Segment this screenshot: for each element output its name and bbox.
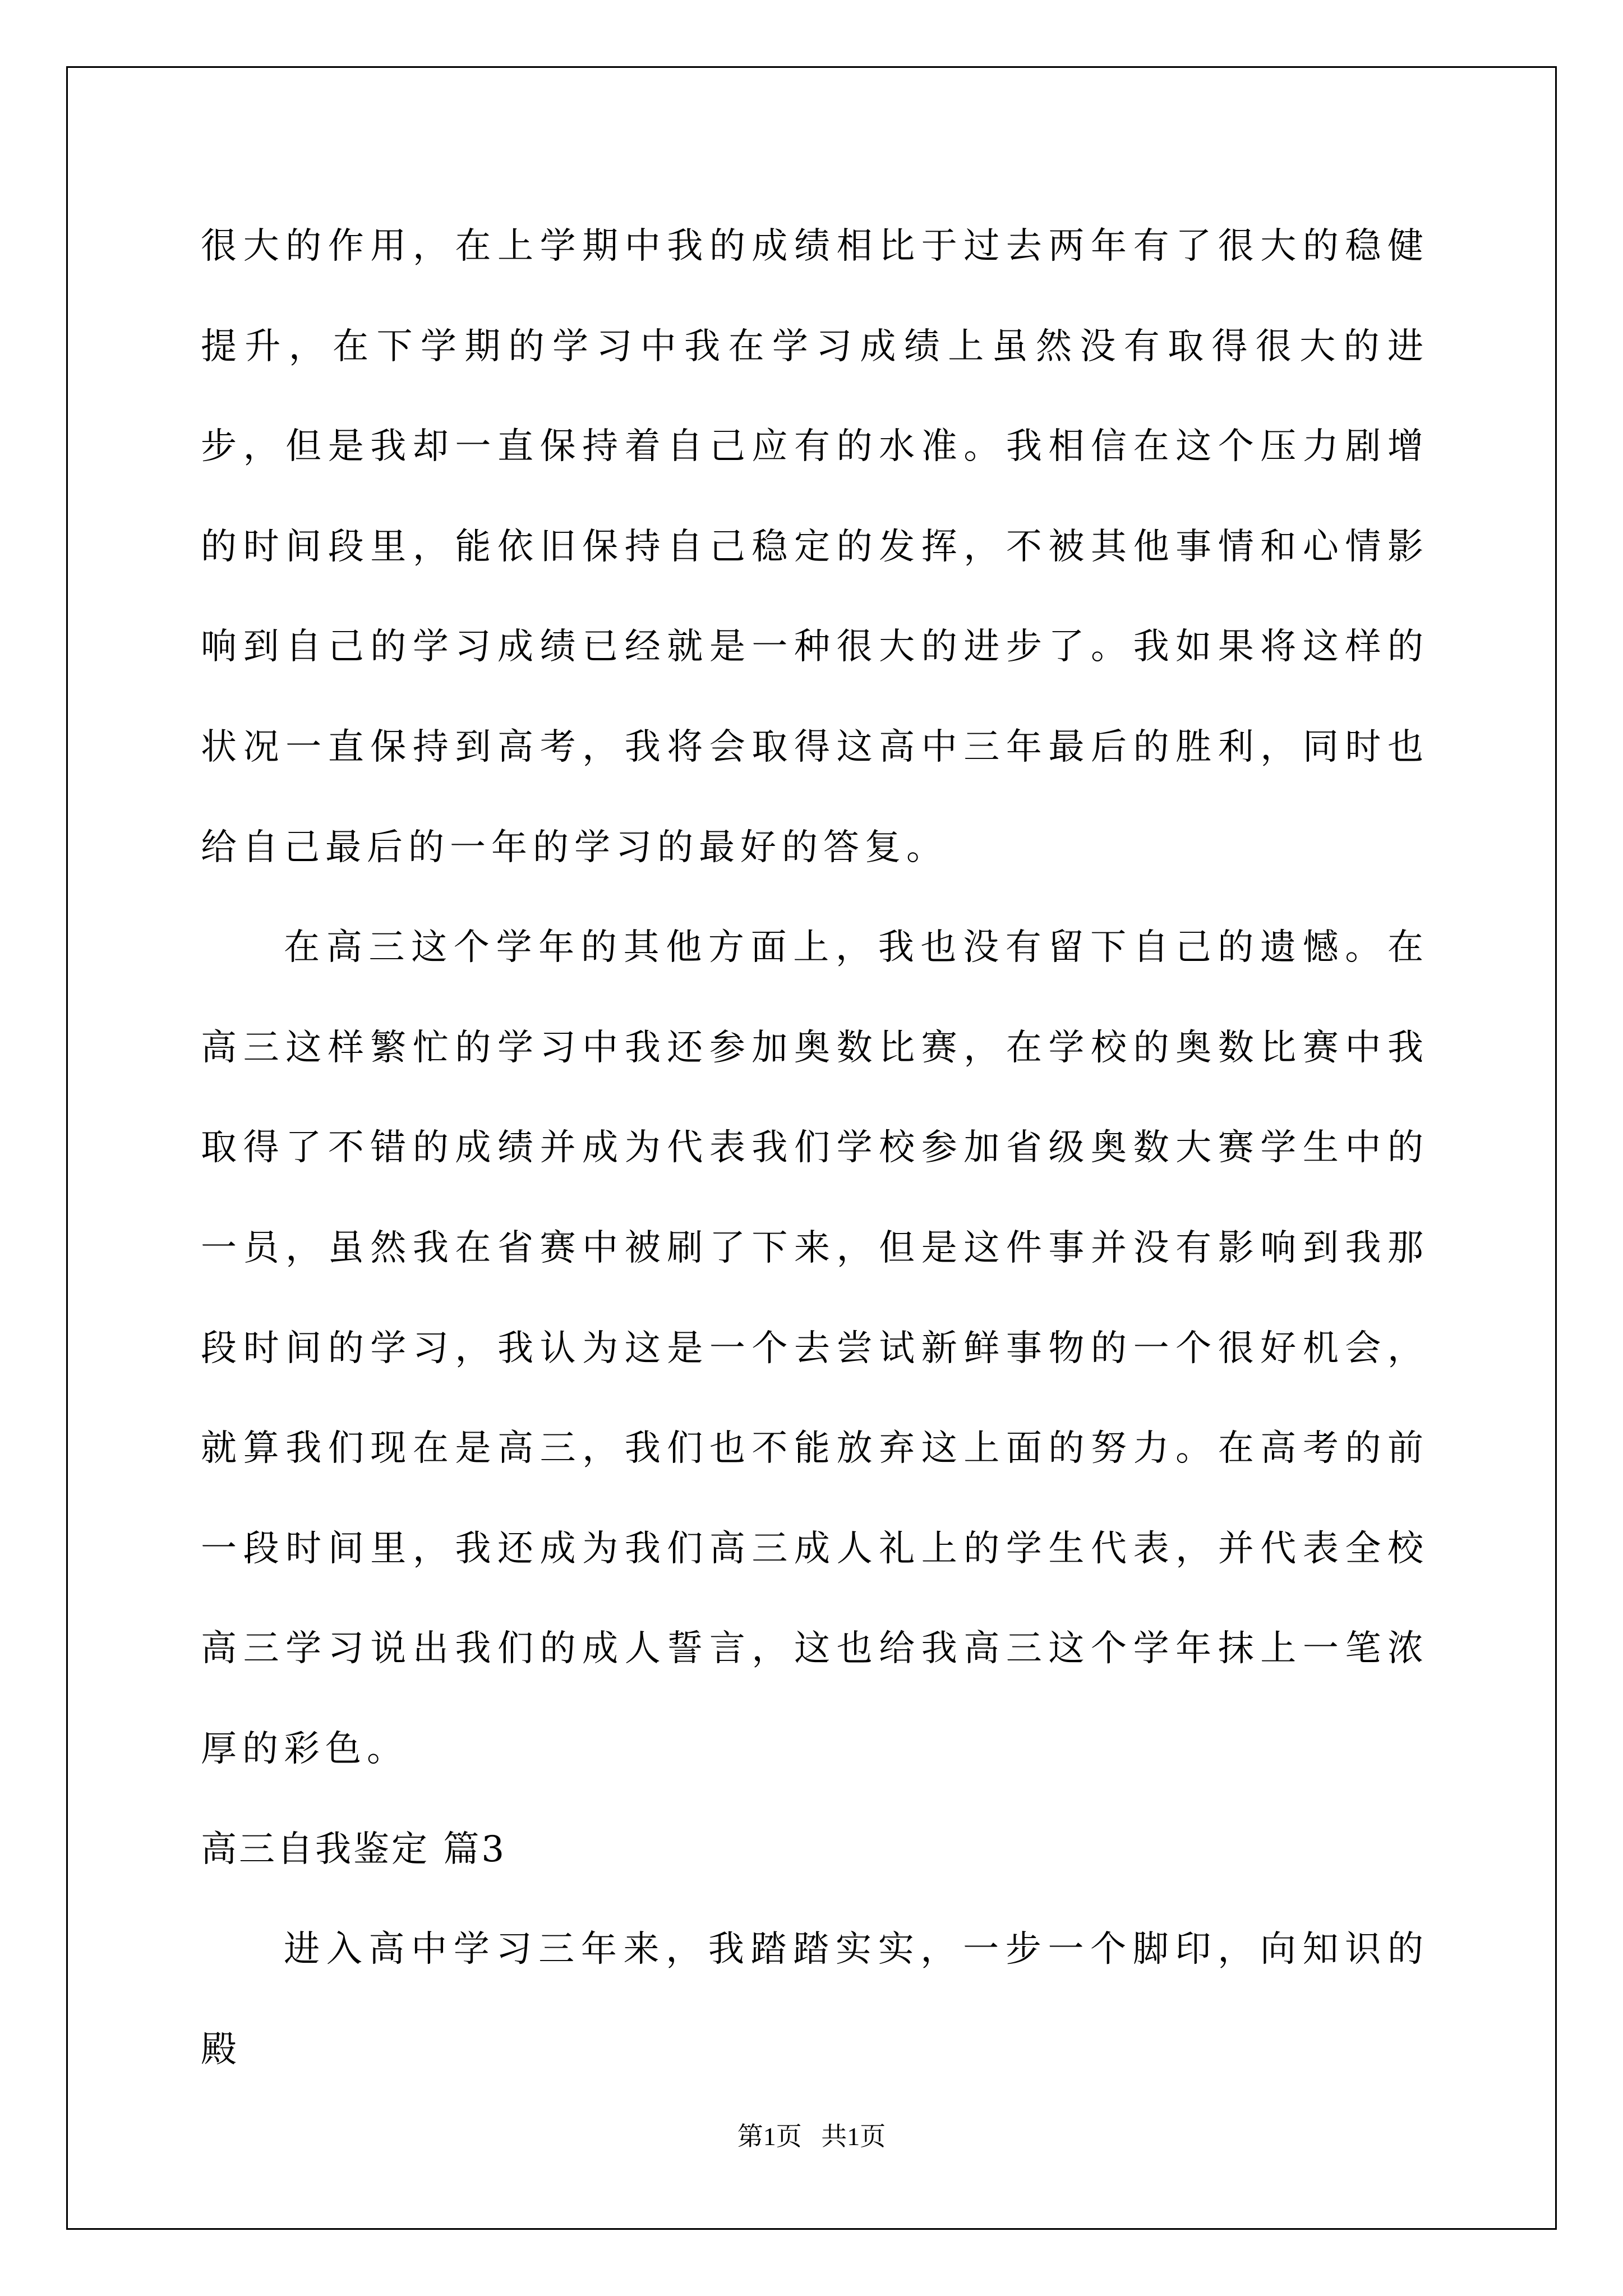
paragraph-1: 很大的作用，在上学期中我的成绩相比于过去两年有了很大的稳健提升，在下学期的学习中我在学习成绩上虽然没有取得很大的进步，但是我却一直保持着自己应有的水准。我相信在这个压力剧增的时间段里，能依旧保持自己稳定的发挥，不被其他事情和心情影响到自己的学习成绩已经就是一种很大的进步了。我如果将这样的状况一直保持到高考，我将会取得这高中三年最后的胜利，同时也给自己最后的一年的学习的最好的答复。 bbox=[201, 226, 1429, 868]
paragraph-2: 在高三这个学年的其他方面上，我也没有留下自己的遗憾。在高三这样繁忙的学习中我还参加奥数比赛，在学校的奥数比赛中我取得了不错的成绩并成为代表我们学校参加省级奥数大赛学生中的一员，虽然我在省赛中被刷了下来，但是这件事并没有影响到我那段时间的学习，我认为这是一个去尝试新鲜事物的一个很好机会，就算我们现在是高三，我们也不能放弃这上面的努力。在高考的前一段时间里，我还成为我们高三成人礼上的学生代表，并代表全校高三学习说出我们的成人誓言，这也给我高三这个学年抹上一笔浓厚的彩色。 bbox=[201, 927, 1429, 1770]
document-body bbox=[201, 196, 1429, 2100]
page-footer: 第1页 共1页 bbox=[737, 2122, 886, 2151]
section-heading: 高三自我鉴定 篇3 bbox=[201, 1828, 507, 1870]
paragraph-3: 进入高中学习三年来，我踏踏实实，一步一个脚印，向知识的殿 bbox=[201, 1929, 1429, 2070]
